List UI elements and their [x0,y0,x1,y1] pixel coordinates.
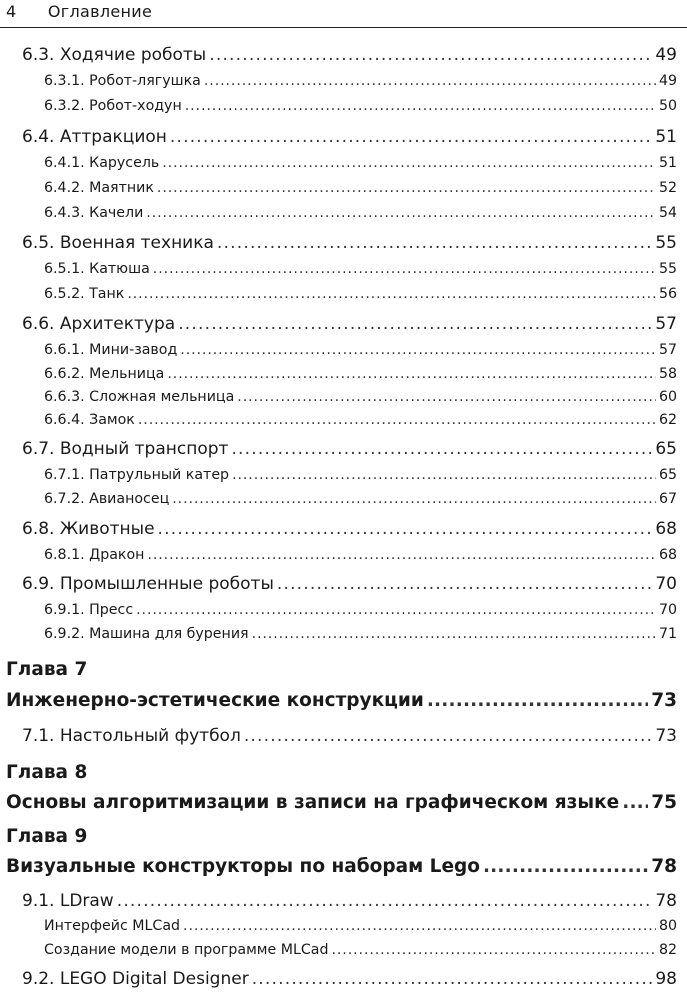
toc-page-number: 80 [658,918,677,934]
chapter-label: Глава 7 [6,659,88,680]
toc-page-number: 70 [655,574,677,594]
toc-label: 6.6.3. Сложная мельница [44,389,235,405]
dot-leader [170,127,652,144]
toc-subsection[interactable] [44,602,677,618]
toc-label: 6.4.1. Карусель [44,155,160,171]
dot-leader [178,314,652,331]
dot-leader [232,467,656,481]
toc-label: 6.3.1. Робот-лягушка [44,73,201,89]
toc-page-number: 73 [655,726,677,746]
toc-chapter[interactable] [6,792,677,813]
toc-chapter[interactable] [6,690,677,711]
toc-page-number: 65 [658,467,677,483]
toc-subsection[interactable] [44,491,677,507]
toc-subsection[interactable] [44,98,677,114]
toc-page-number: 57 [658,342,677,358]
chapter-label: Глава 8 [6,762,88,783]
dot-leader [217,233,652,250]
toc-subsection[interactable] [44,73,677,89]
dot-leader [185,98,656,112]
toc-label: 6.9.1. Пресс [44,602,134,618]
toc-label: 6.4.2. Маятник [44,180,154,196]
toc-page-number: 65 [655,439,677,459]
toc-page-number: 70 [658,602,677,618]
toc-label: Создание модели в программе MLCad [44,942,329,958]
dot-leader [244,726,653,743]
dot-leader [622,792,648,811]
dot-leader [252,969,653,986]
toc-section[interactable] [22,726,677,746]
toc-subsection[interactable] [44,412,677,428]
dot-leader [252,626,656,640]
toc-section[interactable] [22,45,677,65]
toc-page-number: 82 [658,942,677,958]
header-rule [0,27,687,28]
dot-leader [117,891,653,908]
toc-label: 6.9.2. Машина для бурения [44,626,249,642]
toc-label: Интерфейс MLCad [44,918,181,934]
dot-leader [172,491,656,505]
toc-label: 6.5. Военная техника [22,233,214,253]
toc-chapter[interactable] [6,856,677,877]
toc-section[interactable] [22,574,677,594]
dot-leader [180,342,656,356]
dot-leader [231,439,652,456]
toc-subsection[interactable] [44,342,677,358]
toc-label: 6.5.1. Катюша [44,261,150,277]
toc-subsection[interactable] [44,205,677,221]
toc-page-number: 58 [658,366,677,382]
toc-page-number: 51 [655,127,677,147]
page-header [6,2,152,22]
dot-leader [162,155,656,169]
toc-label: 6.7. Водный транспорт [22,439,229,459]
toc-label: 9.1. LDraw [22,891,114,911]
toc-label: 6.7.1. Патрульный катер [44,467,230,483]
toc-section[interactable] [22,519,677,539]
toc-subsection[interactable] [44,467,677,483]
toc-page-number: 75 [651,792,677,813]
toc-page-number: 78 [655,891,677,911]
toc-page-number: 52 [658,180,677,196]
toc-page-number: 60 [658,389,677,405]
toc-page-number: 71 [658,626,677,642]
toc-subsection[interactable] [44,942,677,958]
dot-leader [483,856,648,875]
chapter-title: Инженерно-эстетические конструкции [6,690,424,711]
toc-section[interactable] [22,233,677,253]
toc-subsection[interactable] [44,366,677,382]
toc-page-number: 51 [658,155,677,171]
toc-page-number: 62 [658,412,677,428]
toc-label: 6.4. Аттракцион [22,127,167,147]
toc-label: 6.9. Промышленные роботы [22,574,274,594]
toc-label: 6.4.3. Качели [44,205,144,221]
toc-section[interactable] [22,314,677,334]
dot-leader [136,602,656,616]
toc-page-number: 68 [658,547,677,563]
toc-page-number: 57 [655,314,677,334]
toc-subsection[interactable] [44,180,677,196]
toc-page-number: 55 [655,233,677,253]
dot-leader [427,690,648,709]
toc-page-number: 55 [658,261,677,277]
toc-label: 6.8. Животные [22,519,155,539]
toc-page-number: 54 [658,205,677,221]
toc-label: 6.8.1. Дракон [44,547,145,563]
toc-label: 6.7.2. Авианосец [44,491,170,507]
dot-leader [147,547,656,561]
dot-leader [167,366,656,380]
dot-leader [237,389,656,403]
toc-page-number: 98 [655,969,677,989]
dot-leader [158,519,653,536]
toc-subsection[interactable] [44,286,677,302]
toc-page-number: 68 [655,519,677,539]
dot-leader [157,180,656,194]
toc-page-number: 49 [658,73,677,89]
page-number: 4 [6,2,17,21]
toc-label: 6.6. Архитектура [22,314,176,334]
dot-leader [209,45,652,62]
toc-label: 6.6.1. Мини-завод [44,342,178,358]
toc-section[interactable] [22,127,677,147]
toc-label: 6.5.2. Танк [44,286,125,302]
toc-subsection[interactable] [44,389,677,405]
toc-page-number: 56 [658,286,677,302]
toc-subsection[interactable] [44,918,677,934]
toc-page-number: 49 [655,45,677,65]
dot-leader [331,942,655,956]
dot-leader [146,205,656,219]
toc-page-number: 73 [651,690,677,711]
toc-label: 7.1. Настольный футбол [22,726,241,746]
toc-label: 9.2. LEGO Digital Designer [22,969,249,989]
toc-label: 6.3.2. Робот-ходун [44,98,182,114]
toc-subsection[interactable] [44,155,677,171]
toc-section[interactable] [22,969,677,989]
dot-leader [183,918,656,932]
toc-subsection[interactable] [44,547,677,563]
toc-label: 6.6.2. Мельница [44,366,165,382]
toc-page-number: 50 [658,98,677,114]
toc-page-number: 78 [651,856,677,877]
dot-leader [138,412,656,426]
running-title: Оглавление [47,2,153,21]
toc-label: 6.3. Ходячие роботы [22,45,207,65]
dot-leader [277,574,652,591]
toc-label: 6.6.4. Замок [44,412,135,428]
chapter-title: Основы алгоритмизации в записи на графическом языке [6,792,620,813]
dot-leader [153,261,656,275]
dot-leader [127,286,656,300]
toc-section[interactable] [22,891,677,911]
dot-leader [204,73,656,87]
chapter-title: Визуальные конструкторы по наборам Lego [6,856,480,877]
toc-subsection[interactable] [44,626,677,642]
toc-subsection[interactable] [44,261,677,277]
toc-section[interactable] [22,439,677,459]
toc-page-number: 67 [658,491,677,507]
chapter-label: Глава 9 [6,826,88,847]
